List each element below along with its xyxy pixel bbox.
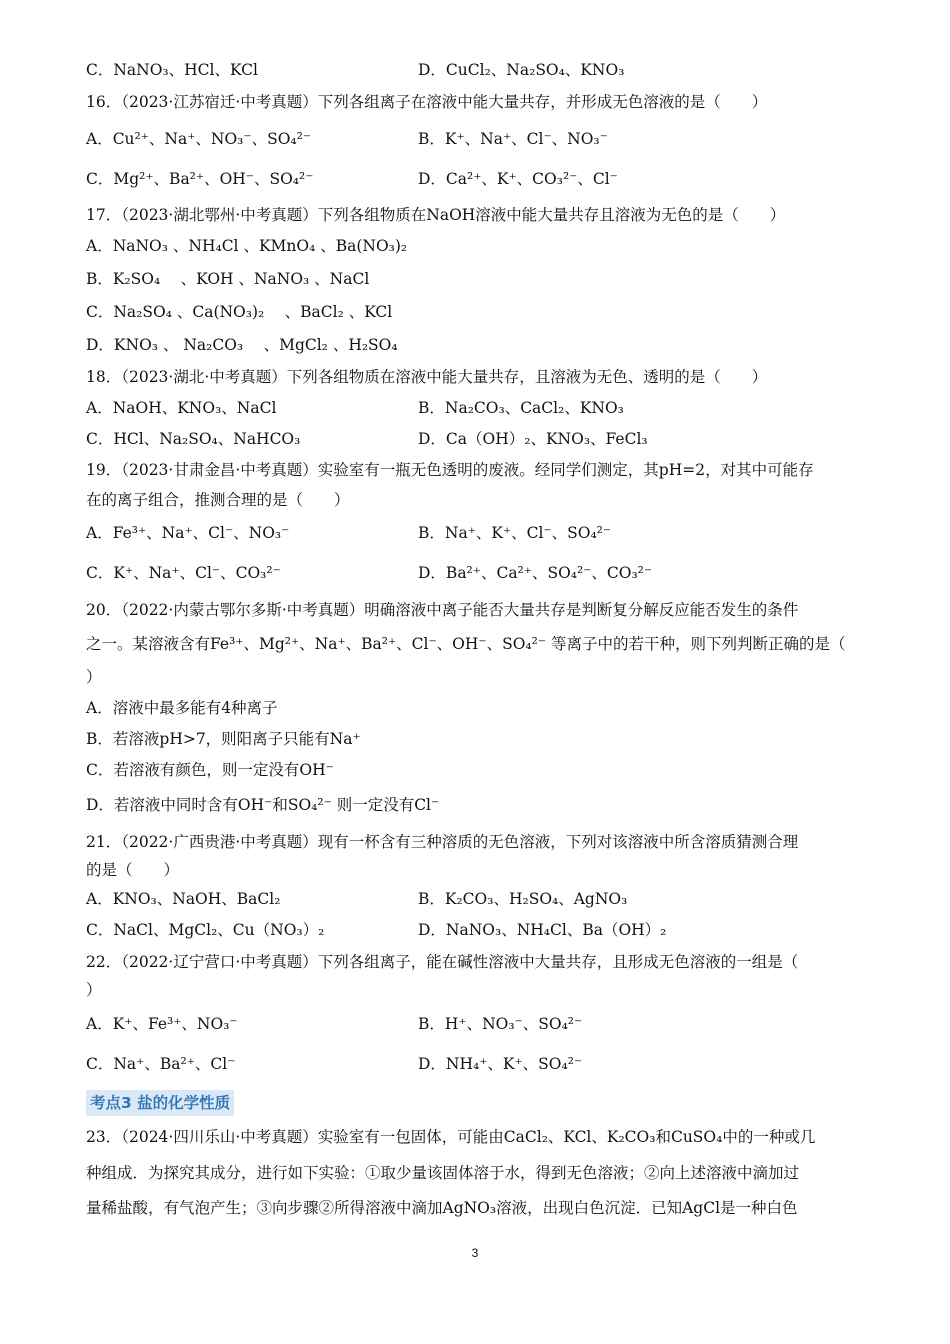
- question-19-cont: 在的离子组合，推测合理的是（ ）: [86, 491, 350, 509]
- option-a-q21: A．KNO₃、NaOH、BaCl₂: [86, 890, 281, 908]
- option-a-q22: A．K⁺、Fe³⁺、NO₃⁻: [86, 1015, 238, 1033]
- page-number: 3: [471, 1246, 479, 1260]
- option-d-q21: D．NaNO₃、NH₄Cl、Ba（OH）₂: [418, 921, 667, 939]
- option-b-q22: B．H⁺、NO₃⁻、SO₄²⁻: [418, 1015, 583, 1033]
- option-b-q18: B．Na₂CO₃、CaCl₂、KNO₃: [418, 399, 624, 417]
- option-b-q17: B．K₂SO₄ 、KOH 、NaNO₃ 、NaCl: [86, 270, 370, 288]
- option-c-q22: C．Na⁺、Ba²⁺、Cl⁻: [86, 1055, 236, 1073]
- question-22: 22．（2022·辽宁营口·中考真题）下列各组离子，能在碱性溶液中大量共存，且形成无色溶液的一组是（: [86, 953, 799, 971]
- option-c-q21: C．NaCl、MgCl₂、Cu（NO₃）₂: [86, 921, 325, 939]
- option-b-q20: B．若溶液pH>7，则阳离子只能有Na⁺: [86, 730, 361, 748]
- option-d-q16: D．Ca²⁺、K⁺、CO₃²⁻、Cl⁻: [418, 170, 618, 188]
- question-23: 23．（2024·四川乐山·中考真题）实验室有一包固体，可能由CaCl₂、KCl、K₂CO₃和CuSO₄中的一种或几: [86, 1128, 816, 1146]
- option-a-q20: A．溶液中最多能有4种离子: [86, 699, 278, 717]
- option-a-q16: A．Cu²⁺、Na⁺、NO₃⁻、SO₄²⁻: [86, 130, 312, 148]
- question-20: 20．（2022·内蒙古鄂尔多斯·中考真题）明确溶液中离子能否大量共存是判断复分解反应能否发生的条件: [86, 601, 799, 619]
- question-19: 19．（2023·甘肃金昌·中考真题）实验室有一瓶无色透明的废液。经同学们测定，其pH=2，对其中可能存: [86, 461, 814, 479]
- option-a-q18: A．NaOH、KNO₃、NaCl: [86, 399, 277, 417]
- option-a-q19: A．Fe³⁺、Na⁺、Cl⁻、NO₃⁻: [86, 524, 290, 542]
- question-22-end: ）: [86, 981, 102, 999]
- option-b-q16: B．K⁺、Na⁺、Cl⁻、NO₃⁻: [418, 130, 608, 148]
- option-c-q17: C．Na₂SO₄ 、Ca(NO₃)₂ 、BaCl₂ 、KCl: [86, 303, 393, 321]
- option-a-q17: A．NaNO₃ 、NH₄Cl 、KMnO₄ 、Ba(NO₃)₂: [86, 237, 408, 255]
- section-heading: 考点3 盐的化学性质: [86, 1090, 234, 1116]
- option-c-q15: C．NaNO₃、HCl、KCl: [86, 61, 258, 79]
- question-20-cont: 之一。某溶液含有Fe³⁺、Mg²⁺、Na⁺、Ba²⁺、Cl⁻、OH⁻、SO₄²⁻ 等离子中的若干种，则下列判断正确的是（: [86, 635, 846, 653]
- question-17: 17．（2023·湖北鄂州·中考真题）下列各组物质在NaOH溶液中能大量共存且溶液为无色的是（ ）: [86, 206, 786, 224]
- question-18: 18．（2023·湖北·中考真题）下列各组物质在溶液中能大量共存，且溶液为无色、透明的是（ ）: [86, 368, 768, 386]
- question-20-end: ）: [86, 668, 102, 686]
- question-23-cont1: 种组成．为探究其成分，进行如下实验：①取少量该固体溶于水，得到无色溶液；②向上述溶液中滴加过: [86, 1164, 800, 1182]
- option-d-q15: D．CuCl₂、Na₂SO₄、KNO₃: [418, 61, 625, 79]
- option-c-q16: C．Mg²⁺、Ba²⁺、OH⁻、SO₄²⁻: [86, 170, 314, 188]
- option-d-q19: D．Ba²⁺、Ca²⁺、SO₄²⁻、CO₃²⁻: [418, 564, 653, 582]
- option-d-q18: D．Ca（OH）₂、KNO₃、FeCl₃: [418, 430, 648, 448]
- option-d-q22: D．NH₄⁺、K⁺、SO₄²⁻: [418, 1055, 583, 1073]
- question-16: 16．（2023·江苏宿迁·中考真题）下列各组离子在溶液中能大量共存，并形成无色溶液的是（ ）: [86, 93, 768, 111]
- question-21-cont: 的是（ ）: [86, 861, 180, 879]
- option-c-q18: C．HCl、Na₂SO₄、NaHCO₃: [86, 430, 301, 448]
- question-21: 21．（2022·广西贵港·中考真题）现有一杯含有三种溶质的无色溶液，下列对该溶液中所含溶质猜测合理: [86, 833, 799, 851]
- option-d-q17: D．KNO₃ 、 Na₂CO₃ 、MgCl₂ 、H₂SO₄: [86, 336, 398, 354]
- option-b-q21: B．K₂CO₃、H₂SO₄、AgNO₃: [418, 890, 628, 908]
- option-b-q19: B．Na⁺、K⁺、Cl⁻、SO₄²⁻: [418, 524, 612, 542]
- option-c-q19: C．K⁺、Na⁺、Cl⁻、CO₃²⁻: [86, 564, 281, 582]
- option-d-q20: D．若溶液中同时含有OH⁻和SO₄²⁻ 则一定没有Cl⁻: [86, 796, 440, 814]
- question-23-cont2: 量稀盐酸，有气泡产生；③向步骤②所得溶液中滴加AgNO₃溶液，出现白色沉淀．已知AgCl是一种白色: [86, 1199, 798, 1217]
- option-c-q20: C．若溶液有颜色，则一定没有OH⁻: [86, 761, 334, 779]
